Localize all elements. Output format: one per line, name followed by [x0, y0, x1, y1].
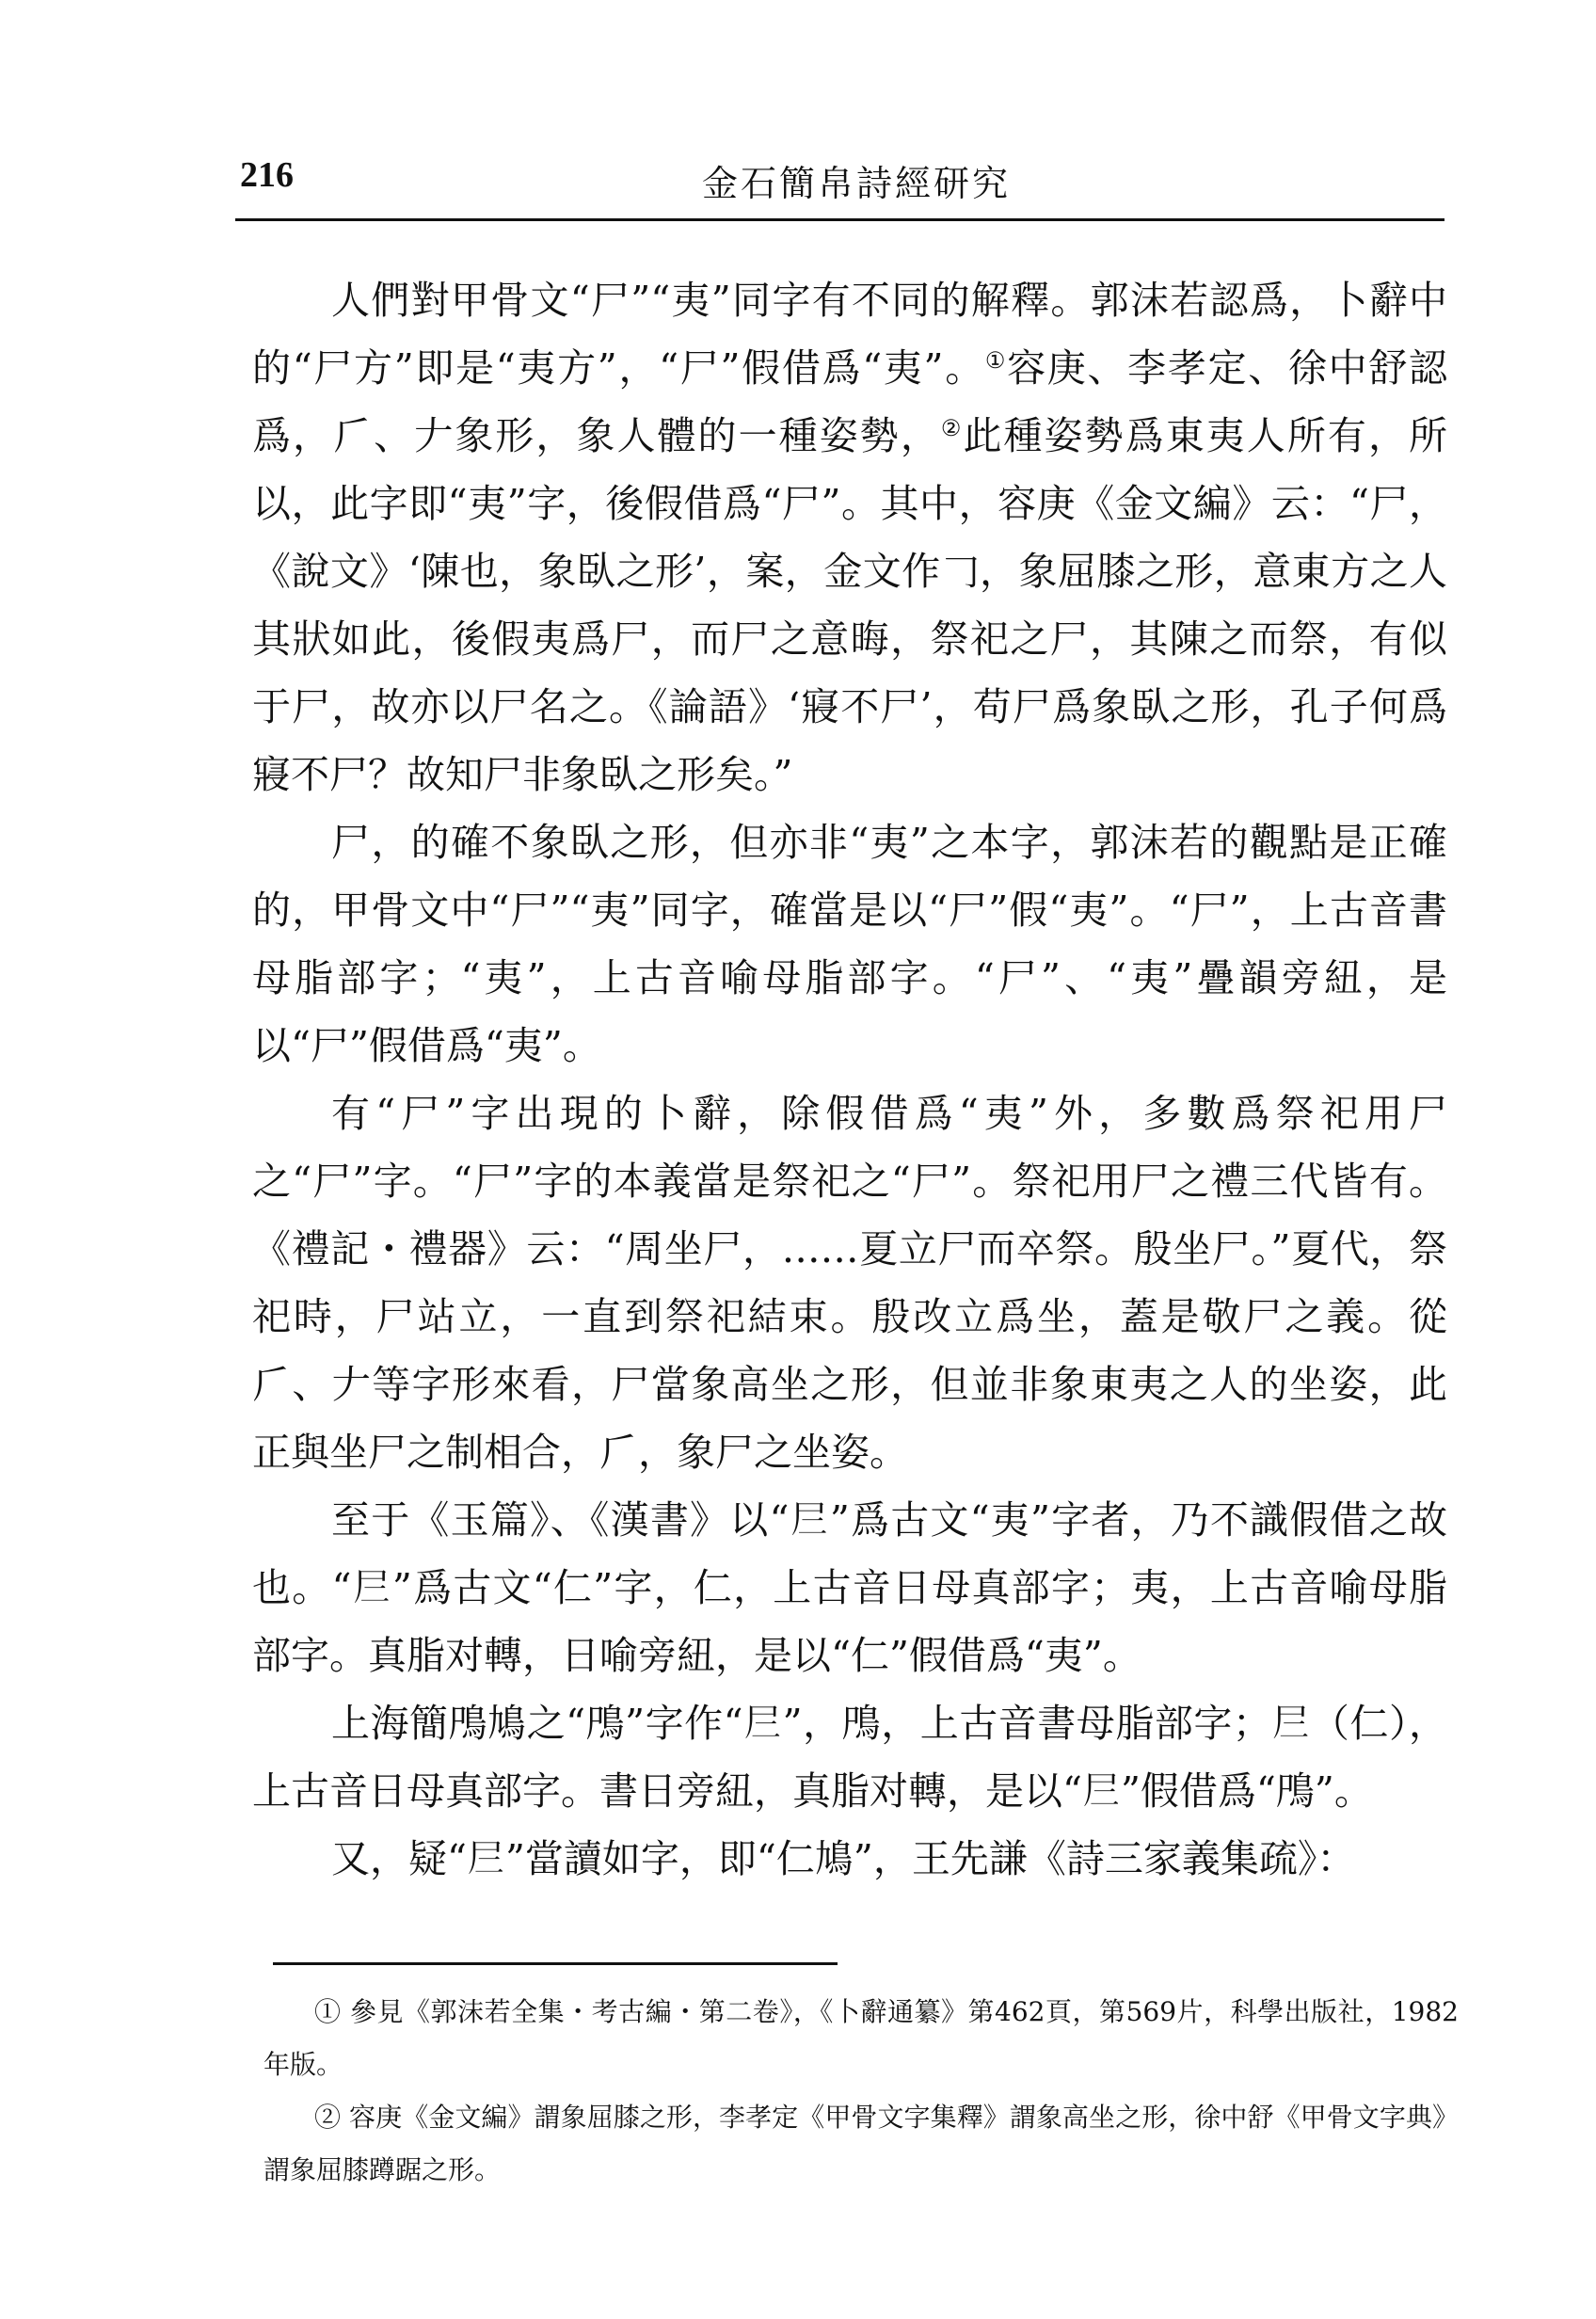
- paragraph-1: [252, 266, 1447, 808]
- page-number: 216: [240, 155, 294, 195]
- footnote-ref-2: ②: [940, 415, 964, 441]
- running-title: 金石簡帛詩經研究: [701, 163, 1011, 204]
- footnote-rule: [273, 1962, 838, 1965]
- footnote-2: ② 容庚《金文編》謂象屈膝之形，李孝定《甲骨文字集釋》謂象高坐之形，徐中舒《甲骨文字典》謂象屈膝蹲踞之形。: [263, 2102, 1459, 2185]
- paragraph-6: 又，疑“𡰥”當讀如字，即“仁鳩”，王先謙《詩三家義集疏》：: [331, 1836, 1356, 1881]
- paragraph-1-text-c: 此種姿勢爲東夷人所有，所以，此字即“夷”字，後假借爲“尸”。其中，容庚《金文編》云：“尸，《說文》‘陳也，象臥之形’，案，金文作𠃌，象屈膝之形，意東方之人其狀如此，後假夷爲尸，而尸之意晦，祭祀之尸，其陳之而祭，有似于尸，故亦以尸名之。《論語》‘寢不尸’，苟尸爲象臥之形，孔子何爲寢不尸？故知尸非象臥之形矣。”: [252, 413, 1448, 797]
- paragraph-2: 尸，的確不象臥之形，但亦非“夷”之本字，郭沫若的觀點是正確的，甲骨文中“尸”“夷”同字，確當是以“尸”假“夷”。“尸”，上古音書母脂部字；“夷”，上古音喻母脂部字。“尸”、“夷”疊韻旁紐，是以“尸”假借爲“夷”。: [252, 820, 1447, 1068]
- paragraph-5: 上海簡鳲鳩之“鳲”字作“𡰥”，鳲，上古音書母脂部字；𡰥（仁），上古音日母真部字。書日旁紐，真脂对轉，是以“𡰥”假借爲“鳲”。: [252, 1701, 1447, 1814]
- footnotes: [263, 1986, 1459, 2197]
- paragraph-4: 至于《玉篇》、《漢書》以“𡰥”爲古文“夷”字者，乃不識假借之故也。“𡰥”爲古文“仁”字，仁，上古音日母真部字；夷，上古音喻母脂部字。真脂对轉，日喻旁紐，是以“仁”假借爲“夷”。: [252, 1497, 1447, 1678]
- footnote-ref-1: ①: [984, 347, 1008, 374]
- header-rule: [235, 218, 1444, 221]
- paragraph-3: 有“尸”字出現的卜辭，除假借爲“夷”外，多數爲祭祀用尸之“尸”字。“尸”字的本義當是祭祀之“尸”。祭祀用尸之禮三代皆有。《禮記・禮器》云：“周坐尸，……夏立尸而卒祭。殷坐尸。”夏代，祭祀時，尸站立，一直到祭祀結束。殷改立爲坐，蓋是敬尸之義。從𠂆、𠂇等字形來看，尸當象高坐之形，但並非象東夷之人的坐姿，此正與坐尸之制相合，𠂆，象尸之坐姿。: [252, 1091, 1447, 1475]
- paragraph-1-text-b: 容庚、李孝定、徐中舒認爲，𠂆、𠂇象形，象人體的一種姿勢，: [252, 345, 1448, 458]
- paragraph-1-text-a: 人們對甲骨文“尸”“夷”同字有不同的解釋。郭沫若認爲，卜辭中的“尸方”即是“夷方”，“尸”假借爲“夷”。: [252, 278, 1447, 391]
- footnote-1: ① 參見《郭沫若全集・考古編・第二卷》，《卜辭通纂》第462頁，第569片，科學出版社，1982年版。: [263, 1996, 1459, 2080]
- body-text: [252, 266, 1447, 1893]
